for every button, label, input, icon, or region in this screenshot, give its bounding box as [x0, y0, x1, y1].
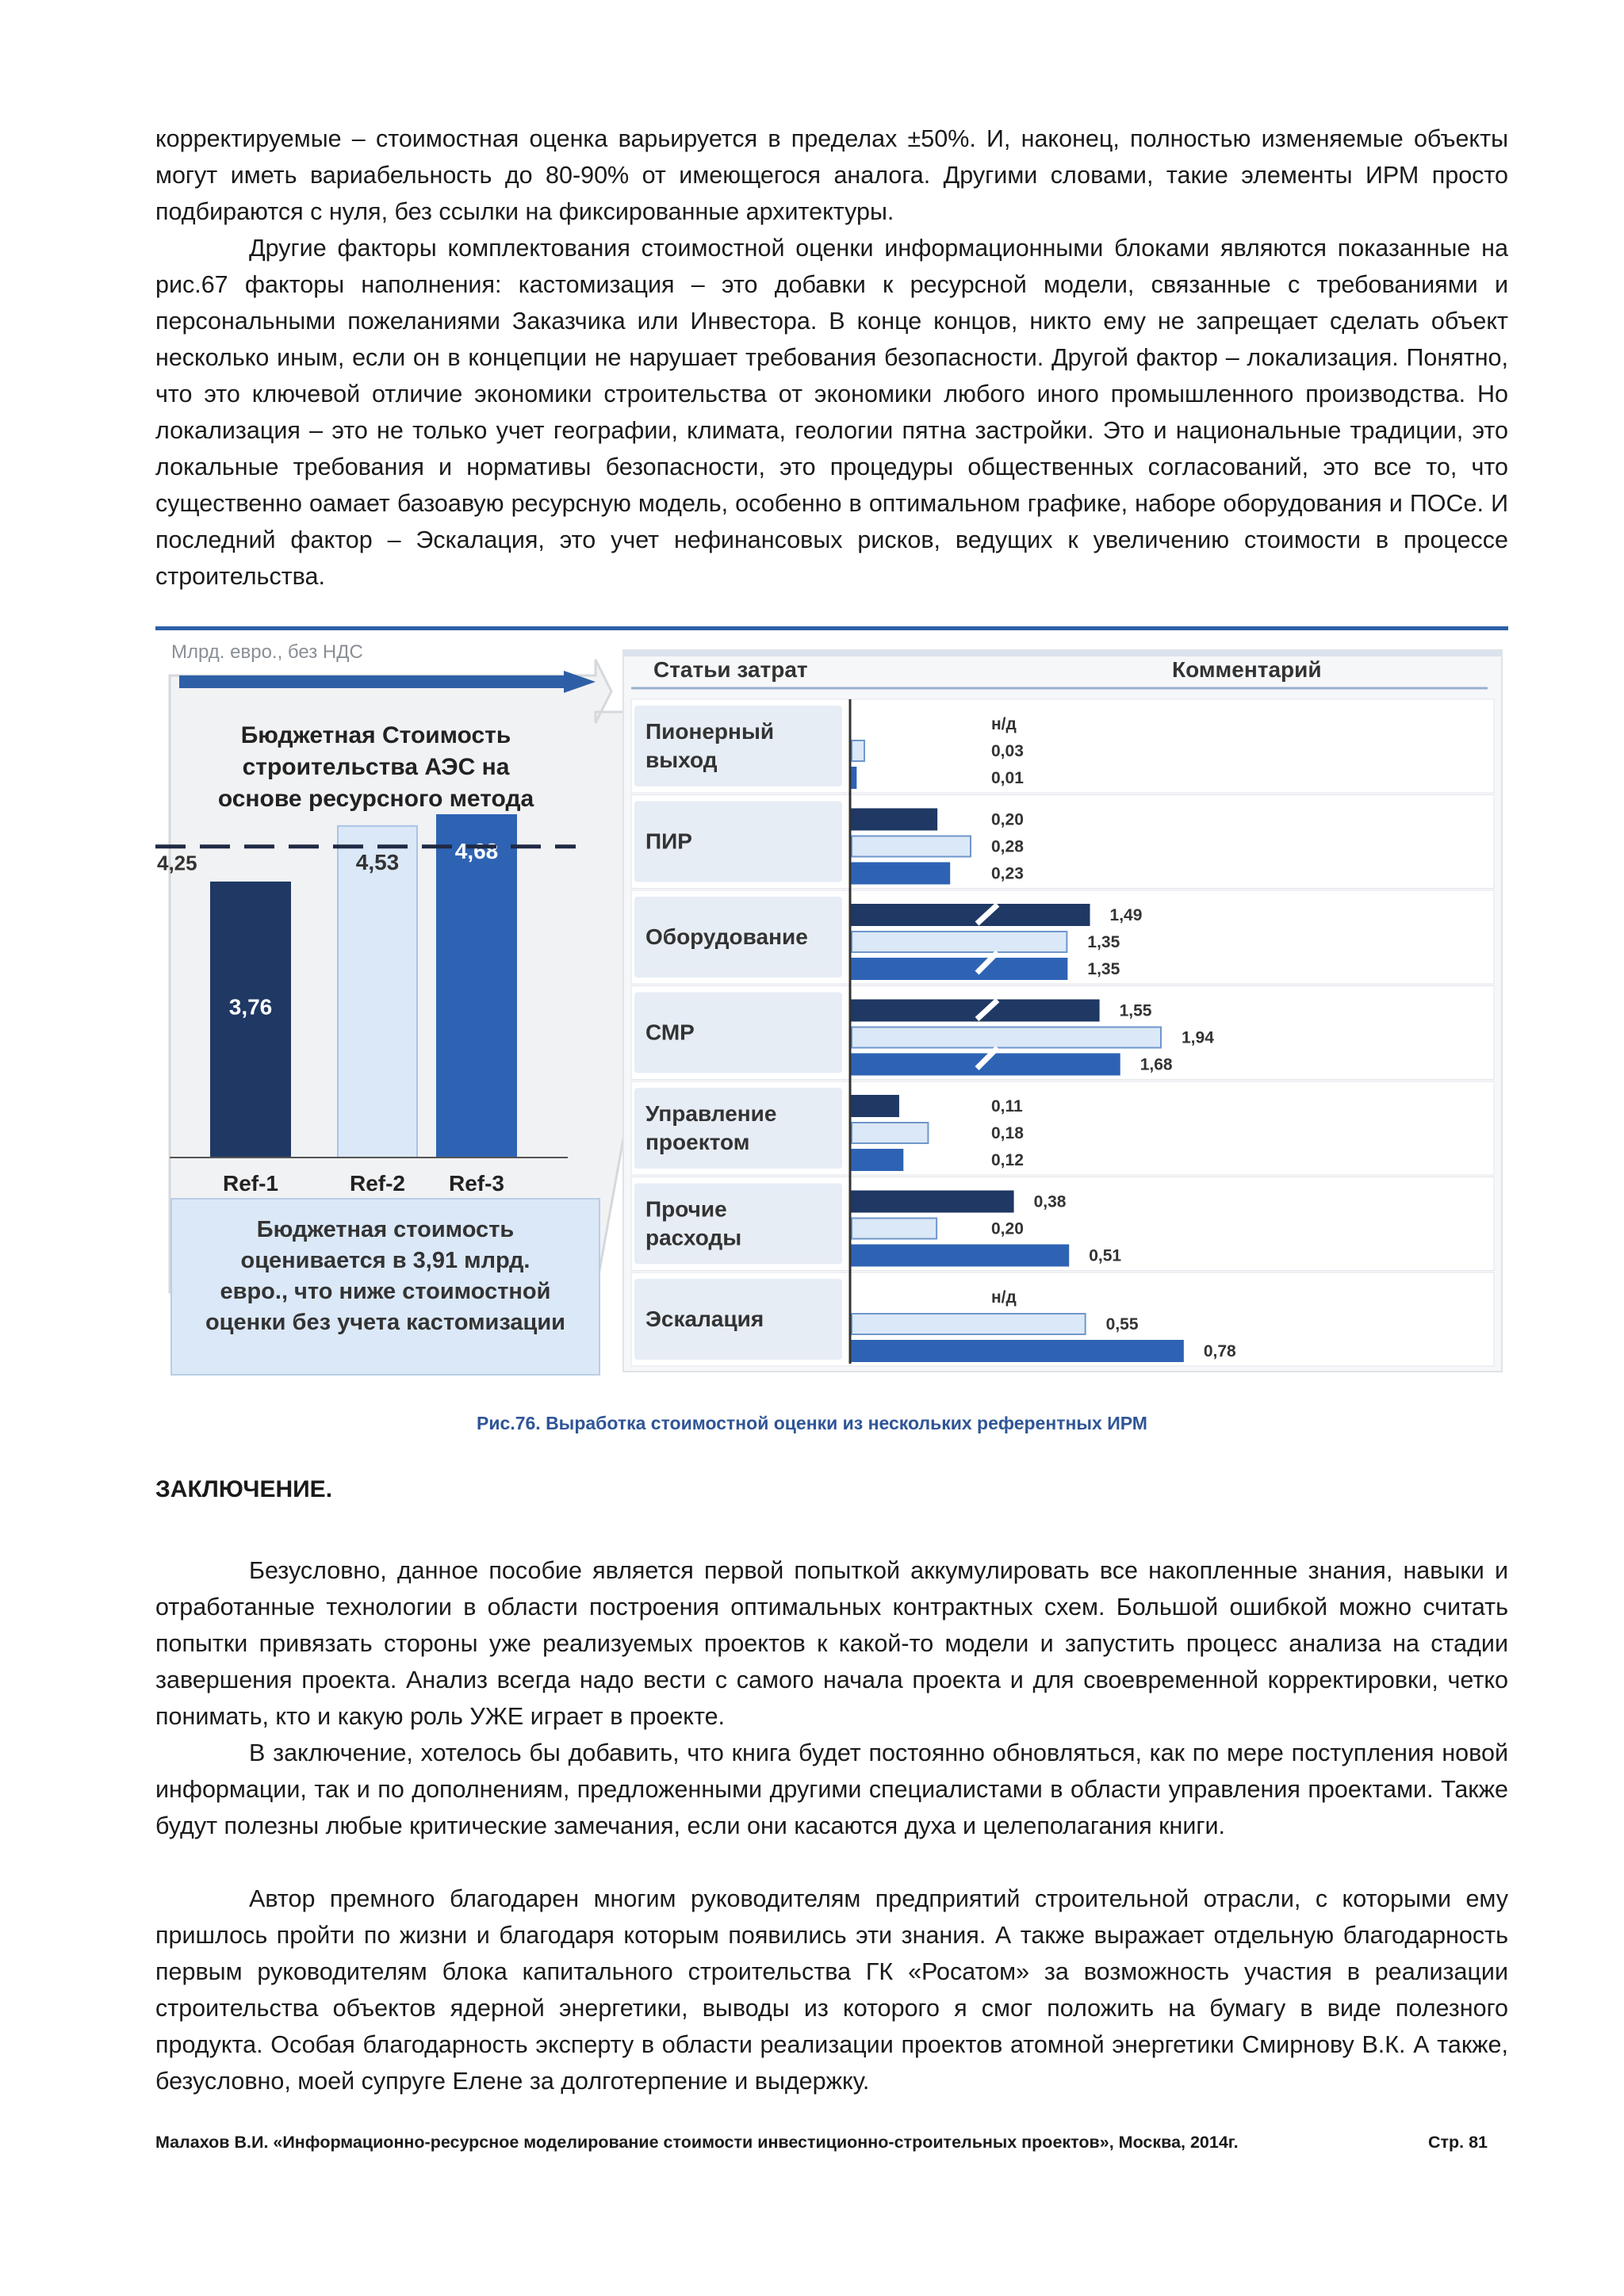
cost-bar-ref-2	[852, 1123, 928, 1143]
paragraph-top-2: Другие факторы комплектования стоимостной оценки информационными блоками являются показанные на рис.67 факторы наполнения: кастомизация – это добавки к ресурсной модели, связанные с требованиями и персональными пожеланиями Заказчика или Инвестора. В конце концов, никто ему не запрещает сделать объект несколько иным, если он в концепции не нарушает требования безопасности. Другой фактор – локализация. Понятно, что это ключевой отличие экономики строительства от экономики любого иного промышленного производства. Но локализация – это не только учет географии, климата, геологии пятна застройки. Это и национальные традиции, это локальные требования и нормативы безопасности, это процедуры общественных согласований, это все то, что существенно оамает базоавую ресурсную модель, особенно в оптимальном графике, наборе оборудования и ПОСе. И последний фактор – Эскалация, это учет нефинансовых рисков, ведущих к увеличению стоимости в процессе строительства.	[155, 235, 1508, 590]
cost-bar-value-label: н/д	[991, 1288, 1017, 1307]
cost-bar-value-label: 0,12	[991, 1151, 1024, 1169]
right-panel-top-band	[623, 650, 1502, 656]
cost-bar-ref-3	[852, 863, 949, 884]
cost-bar-ref-1	[852, 1192, 1013, 1212]
figure-top-rule	[155, 626, 1508, 630]
col-header-comment: Комментарий	[1172, 657, 1322, 682]
left-bar-value-label: 4,53	[355, 849, 400, 874]
cost-bar-value-label: 1,35	[1087, 960, 1120, 978]
paragraph-top-1: корректируемые – стоимостная оценка варьируется в пределах ±50%. И, наконец, полностью изменяемые объекты могут иметь вариабельность до 80-90% от имеющегося аналога. Другими словами, такие элементы ИРМ просто подбираются с нуля, без ссылки на фиксированные архитектуры.	[155, 125, 1508, 225]
cost-bar-value-label: 0,23	[991, 864, 1024, 883]
left-bar-value-label: 4,68	[454, 839, 499, 863]
left-bar-category-label: Ref-1	[222, 1171, 279, 1196]
cost-bar-ref-3	[852, 1150, 902, 1170]
left-panel-title	[218, 722, 534, 812]
left-panel-band	[179, 675, 576, 688]
left-bar-value-label: 3,76	[228, 994, 273, 1020]
cost-bar-value-label: 1,94	[1182, 1028, 1214, 1047]
text-line: расходы	[645, 1225, 742, 1250]
text-line: основе ресурсного метода	[217, 786, 534, 812]
left-bar-category-label: Ref-3	[448, 1171, 505, 1196]
text-line: Бюджетная Стоимость	[240, 722, 511, 748]
cost-bar-value-label: 1,68	[1139, 1055, 1173, 1074]
cost-bar-value-label: н/д	[991, 715, 1017, 733]
page-footer	[155, 2133, 1488, 2152]
text-line: оценивается в 3,91 млрд.	[240, 1248, 530, 1273]
text-line: оценки без учета кастомизации	[205, 1310, 566, 1335]
cost-bar-value-label: 0,55	[1105, 1315, 1139, 1334]
cost-bar-value-label: 0,01	[991, 769, 1024, 787]
cost-row-label	[645, 1020, 695, 1045]
text-line: Оборудование	[645, 924, 808, 949]
text-line: Пионерный	[645, 719, 775, 744]
cost-bar-ref-2	[852, 1219, 936, 1239]
cost-row-label	[645, 829, 692, 854]
text-line: ПИР	[645, 828, 692, 854]
text-line: выход	[645, 748, 718, 772]
cost-bar-ref-3	[852, 767, 856, 788]
cost-bar-ref-1	[852, 809, 936, 830]
cost-bar-ref-2	[852, 836, 971, 857]
cost-bar-ref-2	[852, 1314, 1086, 1334]
text-line: Эскалация	[645, 1307, 764, 1331]
cost-bar-value-label: 0,38	[1033, 1192, 1067, 1211]
cost-bar-value-label: 0,78	[1203, 1342, 1236, 1360]
cost-bar-value-label: 0,28	[991, 837, 1024, 856]
unit-label: Млрд. евро., без НДС	[171, 641, 363, 663]
cost-bar-value-label: 0,20	[991, 810, 1024, 829]
paragraph-bottom-1: Безусловно, данное пособие является первой попыткой аккумулировать все накопленные знания, навыки и отработанные технологии в области построения оптимальных контрактных схем. Большой ошибкой можно считать попытки привязать стороны уже реализуемых проектов к какой-то модели и запустить процесс анализа на стадии завершения проекта. Анализ всегда надо вести с самого начала проекта и для своевременной корректировки, четко понимать, кто и какую роль УЖЕ играет в проекте.	[155, 1557, 1508, 1730]
cost-bar-ref-2	[852, 1027, 1161, 1048]
page-number: Стр. 81	[1427, 2133, 1488, 2152]
text-line: Прочие	[645, 1196, 727, 1222]
cost-bar-ref-1	[852, 1001, 1099, 1021]
text-line: строительства АЭС на	[242, 754, 510, 780]
left-bar-category-label: Ref-2	[349, 1171, 406, 1196]
cost-bar-value-label: 1,49	[1109, 906, 1143, 924]
cost-bar-ref-3	[852, 1341, 1183, 1361]
cost-bar-ref-2	[852, 932, 1067, 952]
paragraph-bottom-3: Автор премного благодарен многим руководителям предприятий строительной отрасли, с которыми ему пришлось пройти по жизни и благодаря которым появились эти знания. А также выражает отдельную благодарность первым руководителям блока капитального строительства ГК «Росатом» за возможность участия в реализации строительства объектов ядерной энергетики, выводы из которого я смог положить на бумагу в виде полезного продукта. Особая благодарность эксперту в области реализации проектов атомной энергетики Смирнову В.К. А также, безусловно, моей супруге Елене за долготерпение и выдержку.	[155, 1885, 1508, 2095]
cost-bar-value-label: 1,55	[1119, 1001, 1152, 1020]
reference-label: 4,25	[157, 851, 197, 875]
cost-row-label	[645, 924, 808, 949]
cost-bar-ref-3	[852, 1246, 1068, 1266]
budget-figure	[155, 626, 1508, 1380]
cost-bar-value-label: 0,11	[991, 1097, 1023, 1115]
left-bar-ref-3	[437, 815, 516, 1158]
text-line: проектом	[645, 1130, 750, 1154]
cost-bar-ref-3	[852, 959, 1067, 979]
cost-bar-ref-2	[852, 740, 864, 761]
left-bar-ref-2	[338, 826, 417, 1158]
cost-bar-value-label: 1,35	[1087, 933, 1120, 951]
cost-bar-ref-1	[852, 905, 1090, 925]
cost-bar-value-label: 0,20	[991, 1219, 1024, 1238]
cost-row-label	[645, 1307, 764, 1331]
section-heading: ЗАКЛЮЧЕНИЕ.	[155, 1476, 333, 1502]
figure-caption: Рис.76. Выработка стоимостной оценки из нескольких референтных ИРМ	[477, 1413, 1147, 1433]
right-rows	[631, 699, 1494, 1366]
text-line: евро., что ниже стоимостной	[220, 1279, 551, 1304]
cost-bar-value-label: 0,18	[991, 1124, 1024, 1142]
left-bar-ref-1	[211, 882, 290, 1158]
text-line: Управление	[645, 1101, 777, 1126]
cost-row-label-box	[634, 1184, 842, 1265]
cost-bar-value-label: 0,03	[991, 742, 1024, 760]
cost-bar-value-label: 0,51	[1089, 1246, 1122, 1265]
text-line: СМР	[645, 1020, 695, 1045]
cost-row-label-box	[634, 706, 842, 786]
text-line: Бюджетная стоимость	[256, 1217, 515, 1242]
cost-bar-ref-1	[852, 1096, 898, 1116]
cost-row-label-box	[634, 1088, 842, 1169]
footer-citation: Малахов В.И. «Информационно-ресурсное моделирование стоимости инвестиционно-строительных проектов», Москва, 2014г.	[155, 2133, 1239, 2152]
paragraph-bottom-2: В заключение, хотелось бы добавить, что книга будет постоянно обновляться, как по мере поступления новой информации, так и по дополнениям, предложенными другими специалистами в области управления проектами. Также будут полезны любые критические замечания, если они касаются духа и целеполагания книги.	[155, 1739, 1508, 1839]
col-header-cost-items: Статьи затрат	[653, 657, 808, 682]
